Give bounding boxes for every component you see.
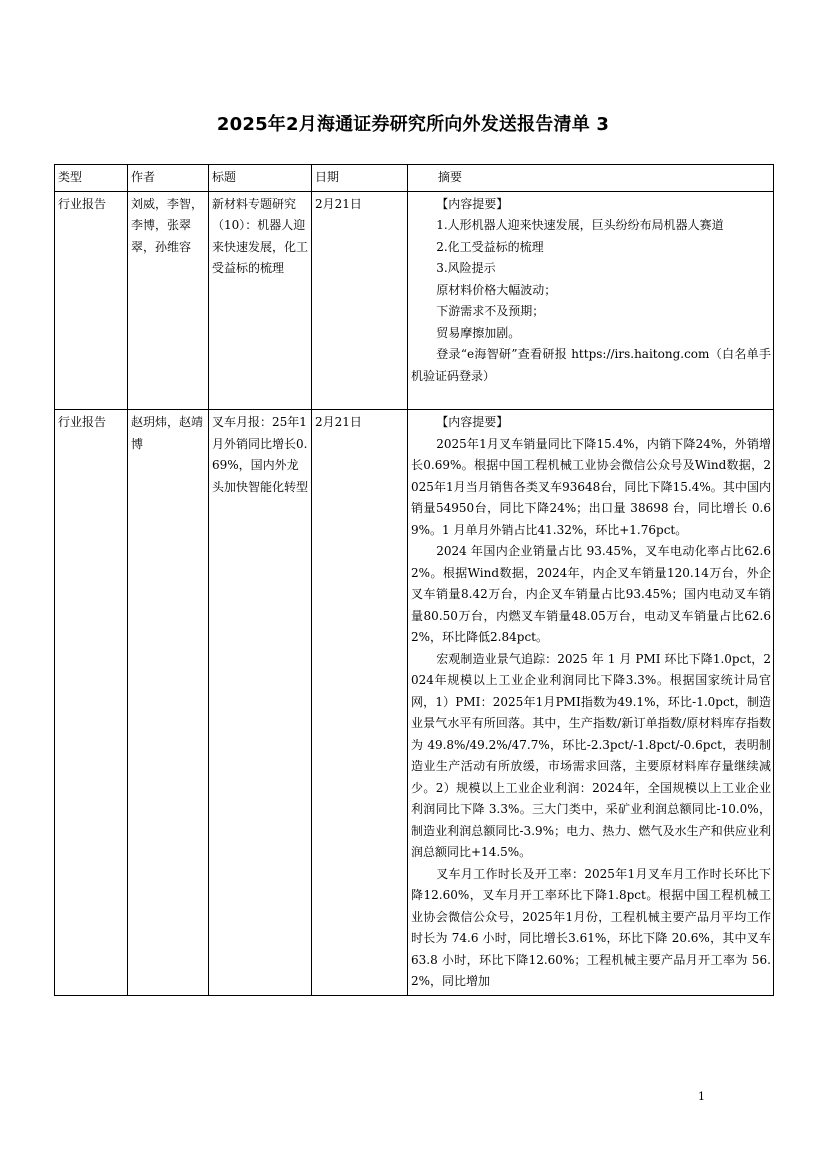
table-header-row [55,165,774,192]
header-abstract: 摘要 [408,165,774,192]
report-type: 行业报告 [55,410,128,996]
table-row [55,191,774,410]
abstract-paragraph: 2.化工受益标的梳理 [436,239,544,254]
table-row [55,410,774,996]
report-type: 行业报告 [55,191,128,410]
abstract-paragraph: 叉车月工作时长及开工率：2025年1月叉车月工作时长环比下降12.60%，叉车月开工率环比下降1.8pct。根据中国工程机械工业协会微信公众号，2025年1月份，工程机械主要产品月平均工作时长为 74.6 小时，同比增长3.61%，环比下降 20.6%，其中叉车 63.8 小时，环比下降12.60%；工程机械主要产品月开工率为 56.2%，同比增加 [411,866,771,988]
report-abstract [408,191,774,410]
abstract-paragraph: 原材料价格大幅波动； [436,282,557,297]
abstract-paragraph: 下游需求不及预期； [436,304,545,318]
abstract-paragraph: 3.风险提示 [436,261,496,275]
header-title: 标题 [209,165,312,192]
report-title: 叉车月报：25年1月外销同比增长0.69%，国内外龙头加快智能化转型 [209,410,312,996]
header-author: 作者 [128,165,209,192]
document-title: 2025年2月海通证券研究所向外发送报告清单 3 [216,114,610,135]
report-title: 新材料专题研究（10）：机器人迎来快速发展，化工受益标的梳理 [209,191,312,410]
report-date: 2月21日 [312,191,408,410]
abstract-paragraph: 贸易摩擦加剧。 [436,325,521,340]
report-list-table [54,164,774,996]
header-date: 日期 [312,165,408,192]
abstract-paragraph: 2025年1月叉车销量同比下降15.4%，内销下降24%，外销增长0.69%。根据中国工程机械工业协会微信公众号及Wind数据，2025年1月当月销售各类叉车93648台，同比下降15.4%。其中国内销量54950台，同比下降24%；出口量 38698 台，同比增长 0.69%。1 月单月外销占比41.32%，环比+1.76pct。 [411,436,771,537]
abstract-paragraph: 【内容提要】 [436,415,509,429]
abstract-paragraph: 2024 年国内企业销量占比 93.45%，叉车电动化率占比62.62%。根据Wind数据，2024年，内企叉车销量120.14万台，外企叉车销量8.42万台，内企叉车销量占比93.45%；国内电动叉车销量80.50万台，内燃叉车销量48.05万台，电动叉车销量占比62.62%，环比降低2.84pct。 [411,544,771,644]
page-number: 1 [698,1090,705,1103]
report-authors: 刘威，李智，李博，张翠翠，孙维容 [128,191,209,410]
abstract-paragraph: 登录“e海智研”查看研报 https://irs.haitong.com（白名单手机验证码登录） [411,347,771,383]
abstract-paragraph: 【内容提要】 [436,196,509,211]
report-authors: 赵玥炜，赵靖博 [128,410,209,996]
abstract-paragraph: 宏观制造业景气追踪：2025 年 1 月 PMI 环比下降1.0pct，2024年规模以上工业企业利润同比下降3.3%。根据国家统计局官网，1）PMI：2025年1月PMI指数为49.1%，环比-1.0pct，制造业景气水平有所回落。其中，生产指数/新订单指数/原材料库存指数为 49.8%/49.2%/47.7%，环比-2.3pct/-1.8pct/-0.6pct，表明制造业生产活动有所放缓，市场需求回落，主要原材料库存量继续减少。2）规模以上工业企业利润：2024年，全国规模以上工业企业利润同比下降 3.3%。三大门类中，采矿业利润总额同比-10.0%，制造业利润总额同比-3.9%；电力、热力、燃气及水生产和供应业利润总额同比+14.5%。 [411,651,771,859]
report-abstract [408,410,774,996]
header-type: 类型 [55,165,128,192]
abstract-paragraph: 1.人形机器人迎来快速发展，巨头纷纷布局机器人赛道 [436,218,724,232]
report-date: 2月21日 [312,410,408,996]
